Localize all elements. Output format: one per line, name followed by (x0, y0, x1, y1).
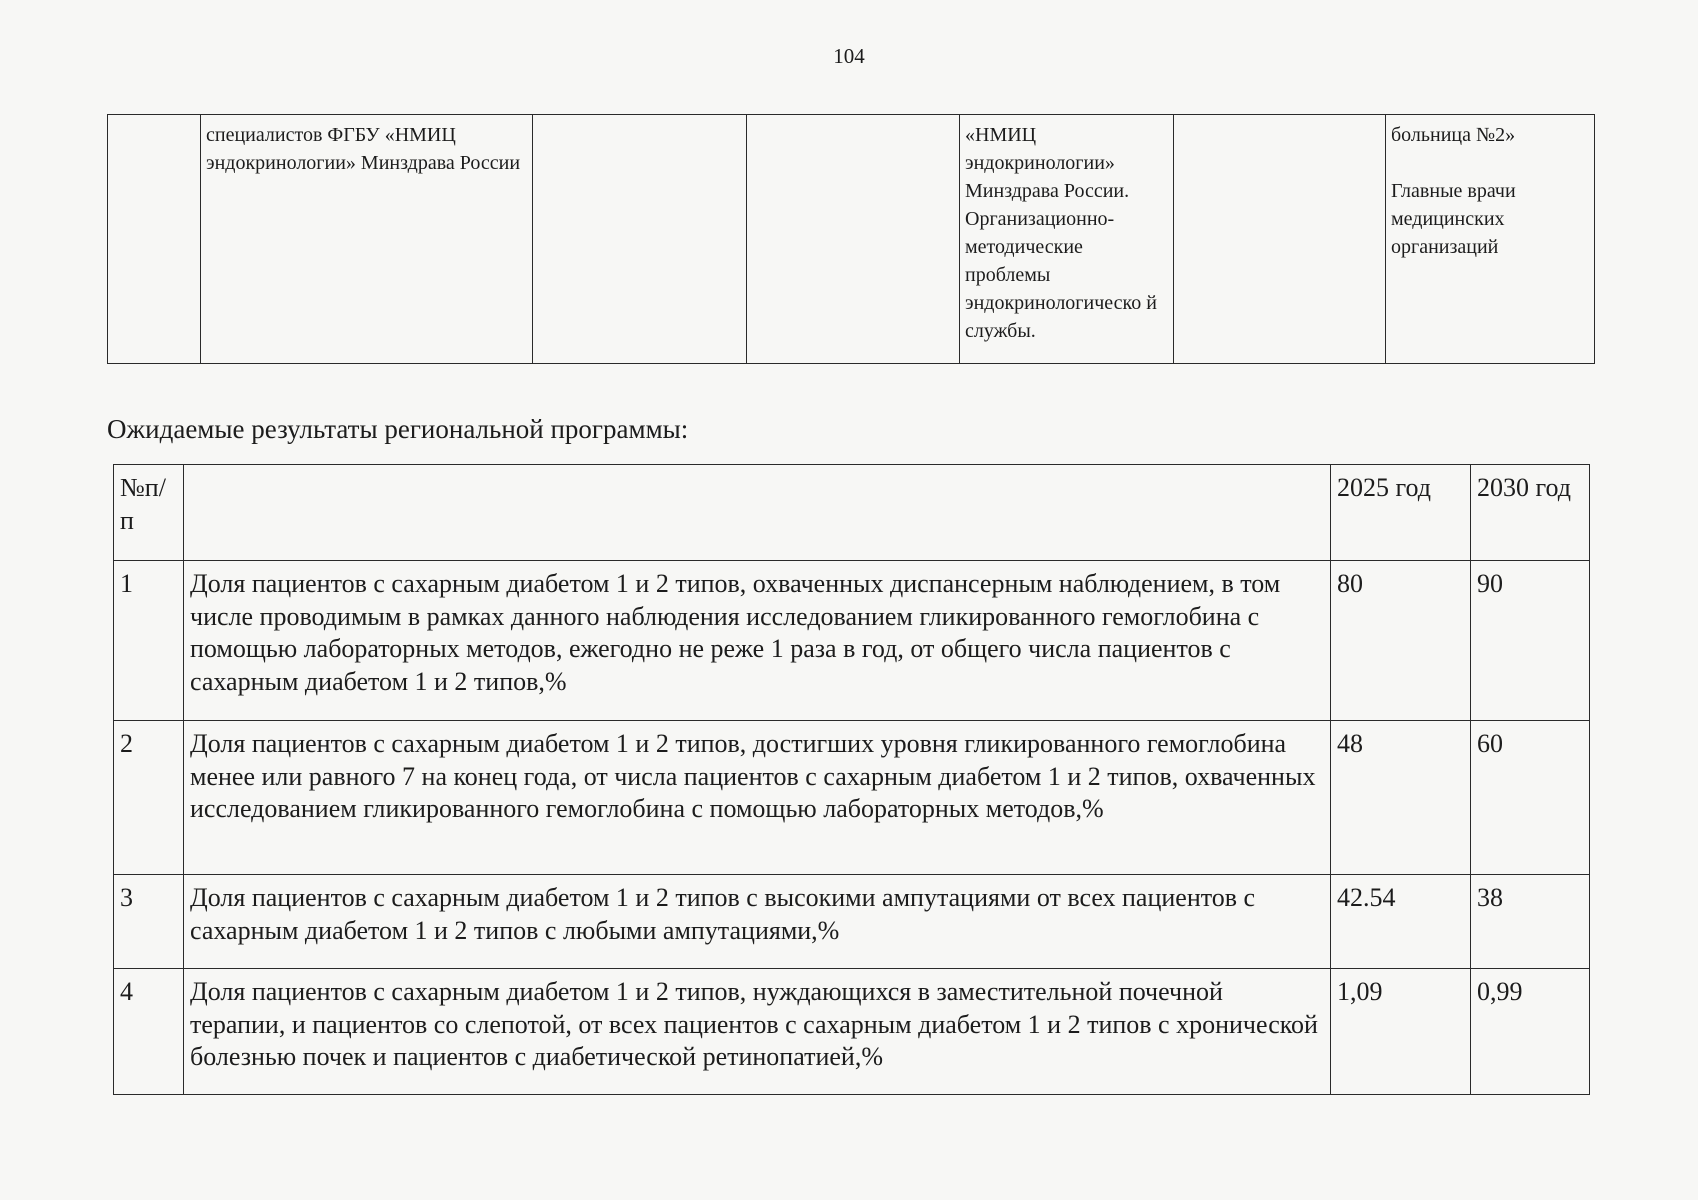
header-cell-indicator (184, 465, 1331, 561)
row-indicator: Доля пациентов с сахарным диабетом 1 и 2 типов, охваченных диспансерным наблюдением, в том числе проводимым в рамках данного наблюдения исследованием гликированного гемоглобина с помощью лабораторных методов, ежегодно не реже 1 раза в год, от общего числа пациентов с сахарным диабетом 1 и 2 типов,% (184, 561, 1331, 721)
section-heading: Ожидаемые результаты региональной программы: (107, 414, 689, 444)
header-cell-2030: 2030 год (1471, 465, 1590, 561)
table-cell (1174, 115, 1386, 364)
table-cell (533, 115, 747, 364)
header-cell-2025: 2025 год (1331, 465, 1471, 561)
row-number: 3 (114, 875, 184, 969)
table-cell: специалистов ФГБУ «НМИЦ эндокринологии» Минздрава России (201, 115, 533, 364)
results-table (113, 464, 1590, 1095)
table-row (108, 115, 1595, 364)
continued-table (107, 114, 1595, 364)
table-row (114, 969, 1590, 1095)
row-value-2025: 48 (1331, 721, 1471, 875)
row-value-2030: 90 (1471, 561, 1590, 721)
table-row (114, 561, 1590, 721)
row-value-2025: 1,09 (1331, 969, 1471, 1095)
row-indicator: Доля пациентов с сахарным диабетом 1 и 2 типов, достигших уровня гликированного гемоглобина менее или равного 7 на конец года, от числа пациентов с сахарным диабетом 1 и 2 типов, охваченных исследованием гликированного гемоглобина с помощью лабораторных методов,% (184, 721, 1331, 875)
table-cell (747, 115, 960, 364)
row-indicator: Доля пациентов с сахарным диабетом 1 и 2 типов с высокими ампутациями от всех пациентов с сахарным диабетом 1 и 2 типов с любыми ампутациями,% (184, 875, 1331, 969)
row-indicator: Доля пациентов с сахарным диабетом 1 и 2 типов, нуждающихся в заместительной почечной терапии, и пациентов со слепотой, от всех пациентов с сахарным диабетом 1 и 2 типов с хронической болезнью почек и пациентов с диабетической ретинопатией,% (184, 969, 1331, 1095)
row-value-2030: 38 (1471, 875, 1590, 969)
row-number: 4 (114, 969, 184, 1095)
table-row (114, 875, 1590, 969)
row-value-2025: 80 (1331, 561, 1471, 721)
row-number: 1 (114, 561, 184, 721)
table-header-row (114, 465, 1590, 561)
table-cell: «НМИЦ эндокринологии» Минздрава России. Организационно-методические проблемы эндокринологическо й службы. (960, 115, 1174, 364)
row-value-2025: 42.54 (1331, 875, 1471, 969)
page-number: 104 (833, 44, 865, 68)
table-cell (108, 115, 201, 364)
row-value-2030: 0,99 (1471, 969, 1590, 1095)
row-number: 2 (114, 721, 184, 875)
table-cell: больница №2» Главные врачи медицинских организаций (1386, 115, 1595, 364)
header-cell-number: №п/п (114, 465, 184, 561)
table-row (114, 721, 1590, 875)
row-value-2030: 60 (1471, 721, 1590, 875)
